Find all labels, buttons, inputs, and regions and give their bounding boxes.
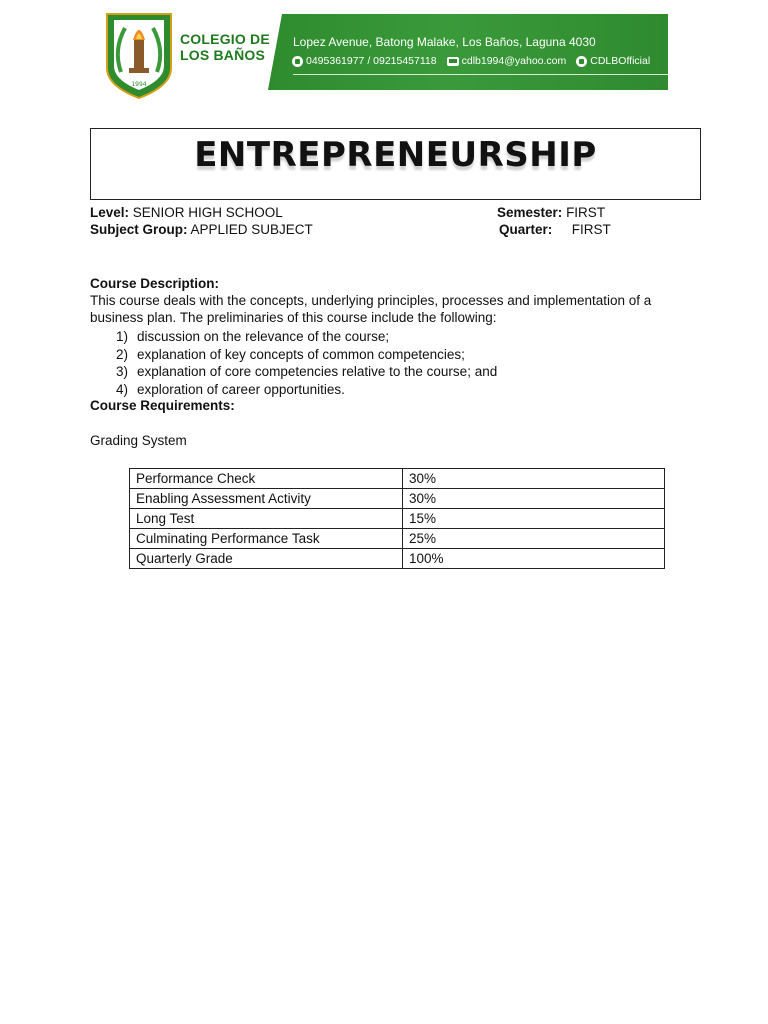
list-item: 1) discussion on the relevance of the course;: [116, 329, 390, 344]
school-name-line1: COLEGIO DE: [180, 31, 270, 47]
mail-icon: [447, 57, 459, 66]
phone-icon: [292, 56, 303, 67]
preliminaries-list: [116, 328, 497, 398]
weight-cell: 25%: [403, 529, 665, 549]
table-row: [130, 509, 665, 529]
page-title: ENTREPRENEURSHIP: [194, 135, 597, 175]
component-cell: Culminating Performance Task: [130, 529, 403, 549]
seal-year: 1994: [131, 81, 147, 88]
semester-label: Semester:: [497, 205, 563, 220]
subject-group-value: APPLIED SUBJECT: [190, 222, 313, 237]
table-row: [130, 489, 665, 509]
semester-field: [497, 204, 605, 221]
title-box: [90, 128, 701, 200]
weight-cell: 100%: [403, 549, 665, 569]
level-label: Level:: [90, 205, 130, 220]
quarter-label: Quarter:: [499, 222, 553, 237]
banner-rule: [293, 74, 668, 75]
table-row: [130, 469, 665, 489]
phone-numbers: 0495361977 / 09215457118: [306, 55, 437, 67]
component-cell: Enabling Assessment Activity: [130, 489, 403, 509]
table-row: [130, 549, 665, 569]
weight-cell: 30%: [403, 489, 665, 509]
facebook-handle: CDLBOfficial: [590, 55, 651, 67]
grading-system-heading: Grading System: [90, 433, 187, 448]
contact-line: [292, 55, 650, 67]
facebook-icon: [576, 56, 587, 67]
grading-table: [129, 468, 665, 569]
component-cell: Quarterly Grade: [130, 549, 403, 569]
table-row: [130, 529, 665, 549]
subject-group-field: [90, 221, 313, 238]
subject-group-label: Subject Group:: [90, 222, 188, 237]
list-item: 2) explanation of key concepts of common competencies;: [116, 346, 465, 362]
school-seal-icon: [103, 10, 175, 100]
quarter-value: FIRST: [571, 222, 611, 237]
component-cell: Performance Check: [130, 469, 403, 489]
list-item: 4) exploration of career opportunities.: [116, 381, 345, 397]
weight-cell: 15%: [403, 509, 665, 529]
quarter-field: [499, 221, 611, 238]
course-requirements-heading: Course Requirements:: [90, 398, 235, 413]
list-item: 3) explanation of core competencies relative to the course; and: [116, 364, 498, 379]
level-value: SENIOR HIGH SCHOOL: [132, 205, 283, 220]
weight-cell: 30%: [403, 469, 665, 489]
level-field: [90, 204, 283, 221]
school-header-banner: [103, 10, 668, 100]
school-address: Lopez Avenue, Batong Malake, Los Baños, Laguna 4030: [293, 35, 596, 49]
school-name: [180, 31, 270, 63]
school-name-line2: LOS BAÑOS: [180, 47, 266, 63]
course-description-heading: Course Description:: [90, 276, 220, 291]
component-cell: Long Test: [130, 509, 403, 529]
course-description-text: This course deals with the concepts, underlying principles, processes and implementation of a business plan. The preliminaries of this course include the following:: [90, 293, 652, 325]
banner-contact-panel: [268, 14, 668, 90]
email-address: cdlb1994@yahoo.com: [461, 55, 567, 67]
semester-value: FIRST: [566, 205, 606, 220]
